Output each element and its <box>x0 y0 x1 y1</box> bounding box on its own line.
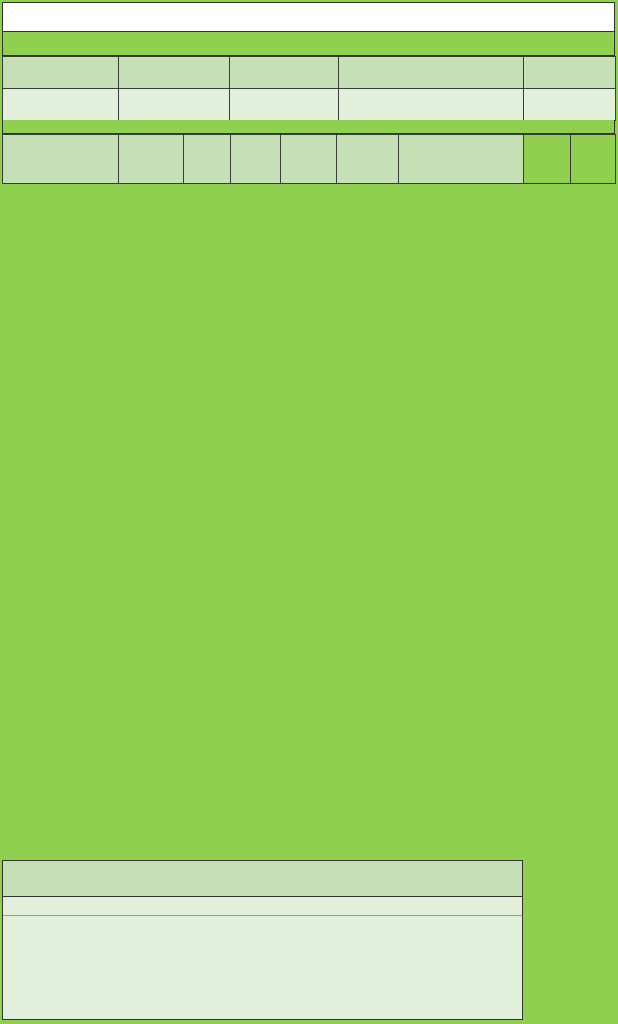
activation-points-table <box>2 134 616 184</box>
kin-header-analogo <box>230 57 339 89</box>
page-title <box>2 2 615 32</box>
kin-value-guia <box>119 89 230 121</box>
kin-header-guia <box>119 57 230 89</box>
kin-value-oculto <box>524 89 616 121</box>
kin-value-antipoda <box>339 89 524 121</box>
header-informacoes <box>399 135 524 184</box>
kin-value-destino <box>3 89 119 121</box>
subtitle <box>2 32 615 56</box>
header-matriz <box>231 135 281 184</box>
header-coordenadas <box>119 135 184 184</box>
caminho-row <box>3 861 522 897</box>
header-dimens <box>571 135 616 184</box>
heptal-path-box <box>2 860 523 1020</box>
header-blank <box>3 135 119 184</box>
kin-header-oculto <box>524 57 616 89</box>
header-esfera <box>524 135 571 184</box>
header-umb <box>184 135 231 184</box>
spacer-row <box>2 120 615 134</box>
header-notas <box>281 135 337 184</box>
kin-header-antipoda <box>339 57 524 89</box>
header-fluxo <box>337 135 399 184</box>
kin-value-analogo <box>230 89 339 121</box>
kin-table <box>2 56 616 121</box>
kin-header-destino <box>3 57 119 89</box>
suma-heading <box>3 897 522 916</box>
